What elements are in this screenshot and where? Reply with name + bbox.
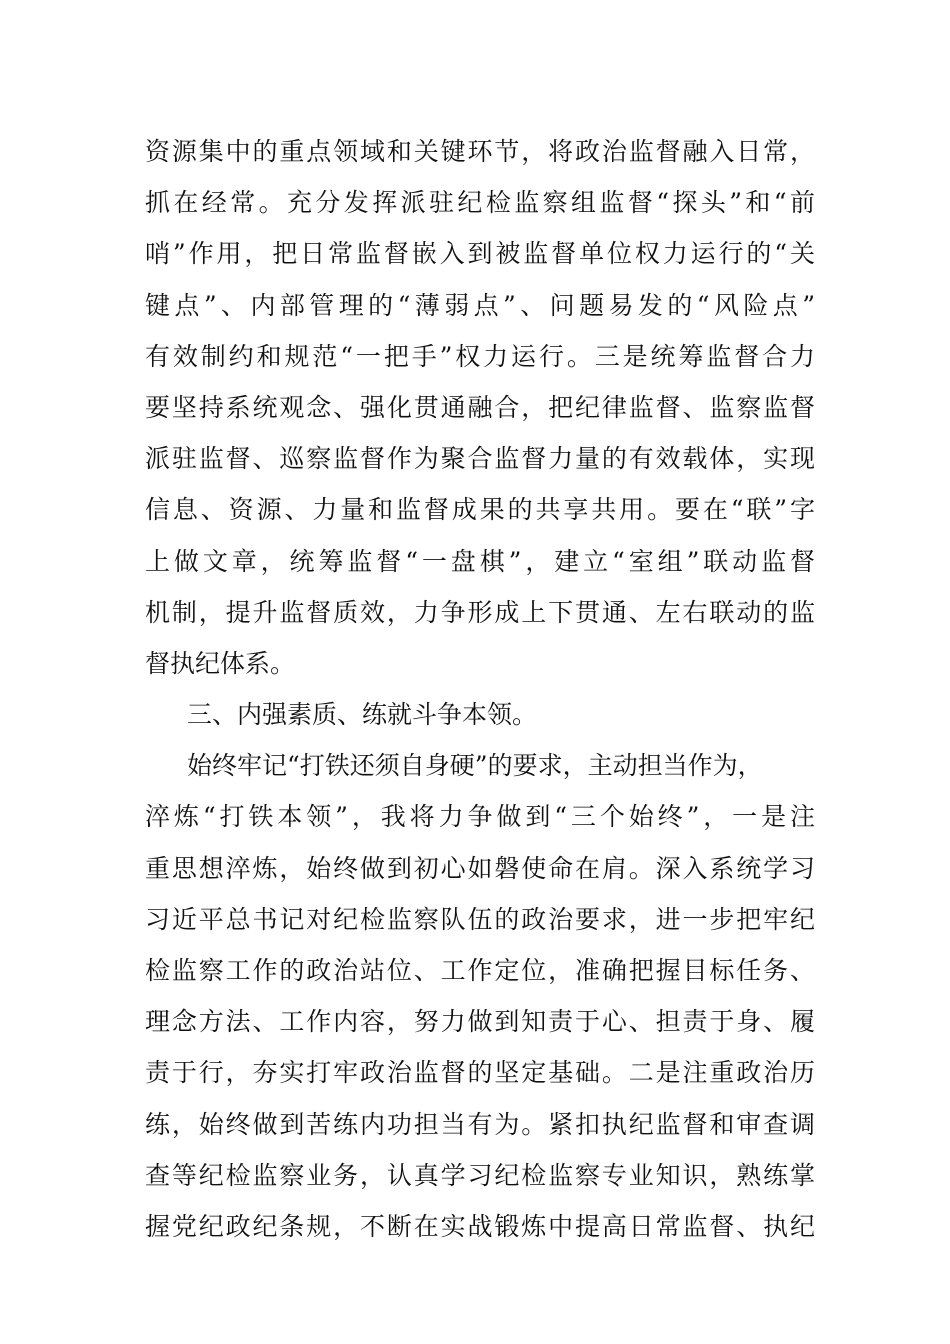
paragraph-line: 淬炼“打铁本领”，我将力争做到“三个始终”，一是注 bbox=[145, 802, 815, 832]
paragraph-line: 上做文章，统筹监督“一盘棋”，建立“室组”联动监督 bbox=[145, 546, 815, 576]
paragraph-line: 键点”、内部管理的“薄弱点”、问题易发的“风险点” bbox=[145, 290, 815, 320]
paragraph-last-line: 督执纪体系。 bbox=[145, 648, 296, 678]
section-heading: 三、内强素质、练就斗争本领。 bbox=[187, 700, 538, 730]
paragraph-line: 有效制约和规范“一把手”权力运行。三是统筹监督合力 bbox=[145, 341, 815, 371]
paragraph-line: 习近平总书记对纪检监察队伍的政治要求，进一步把牢纪 bbox=[145, 904, 815, 934]
paragraph-line: 抓在经常。充分发挥派驻纪检监察组监督“探头”和“前 bbox=[145, 188, 815, 218]
paragraph-line: 要坚持系统观念、强化贯通融合，把纪律监督、监察监督 bbox=[145, 392, 815, 422]
paragraph-line: 责于行，夯实打牢政治监督的坚定基础。二是注重政治历 bbox=[145, 1058, 815, 1088]
paragraph-line: 握党纪政纪条规，不断在实战锻炼中提高日常监督、执纪 bbox=[145, 1211, 815, 1241]
paragraph-line: 机制，提升监督质效，力争形成上下贯通、左右联动的监 bbox=[145, 597, 815, 627]
paragraph-line: 理念方法、工作内容，努力做到知责于心、担责于身、履 bbox=[145, 1007, 815, 1037]
paragraph-first-line: 始终牢记“打铁还须自身硬”的要求，主动担当作为， bbox=[187, 751, 763, 781]
paragraph-line: 哨”作用，把日常监督嵌入到被监督单位权力运行的“关 bbox=[145, 239, 815, 269]
paragraph-line: 重思想淬炼，始终做到初心如磐使命在肩。深入系统学习 bbox=[145, 853, 815, 883]
paragraph-line: 资源集中的重点领域和关键环节，将政治监督融入日常， bbox=[145, 137, 815, 166]
paragraph-line: 信息、资源、力量和监督成果的共享共用。要在“联”字 bbox=[145, 495, 815, 525]
paragraph-line: 派驻监督、巡察监督作为聚合监督力量的有效载体，实现 bbox=[145, 444, 815, 474]
paragraph-line: 练，始终做到苦练内功担当有为。紧扣执纪监督和审查调 bbox=[145, 1109, 815, 1139]
paragraph-line: 检监察工作的政治站位、工作定位，准确把握目标任务、 bbox=[145, 956, 815, 985]
paragraph-line: 查等纪检监察业务，认真学习纪检监察专业知识，熟练掌 bbox=[145, 1160, 815, 1190]
document-body bbox=[145, 126, 815, 1252]
